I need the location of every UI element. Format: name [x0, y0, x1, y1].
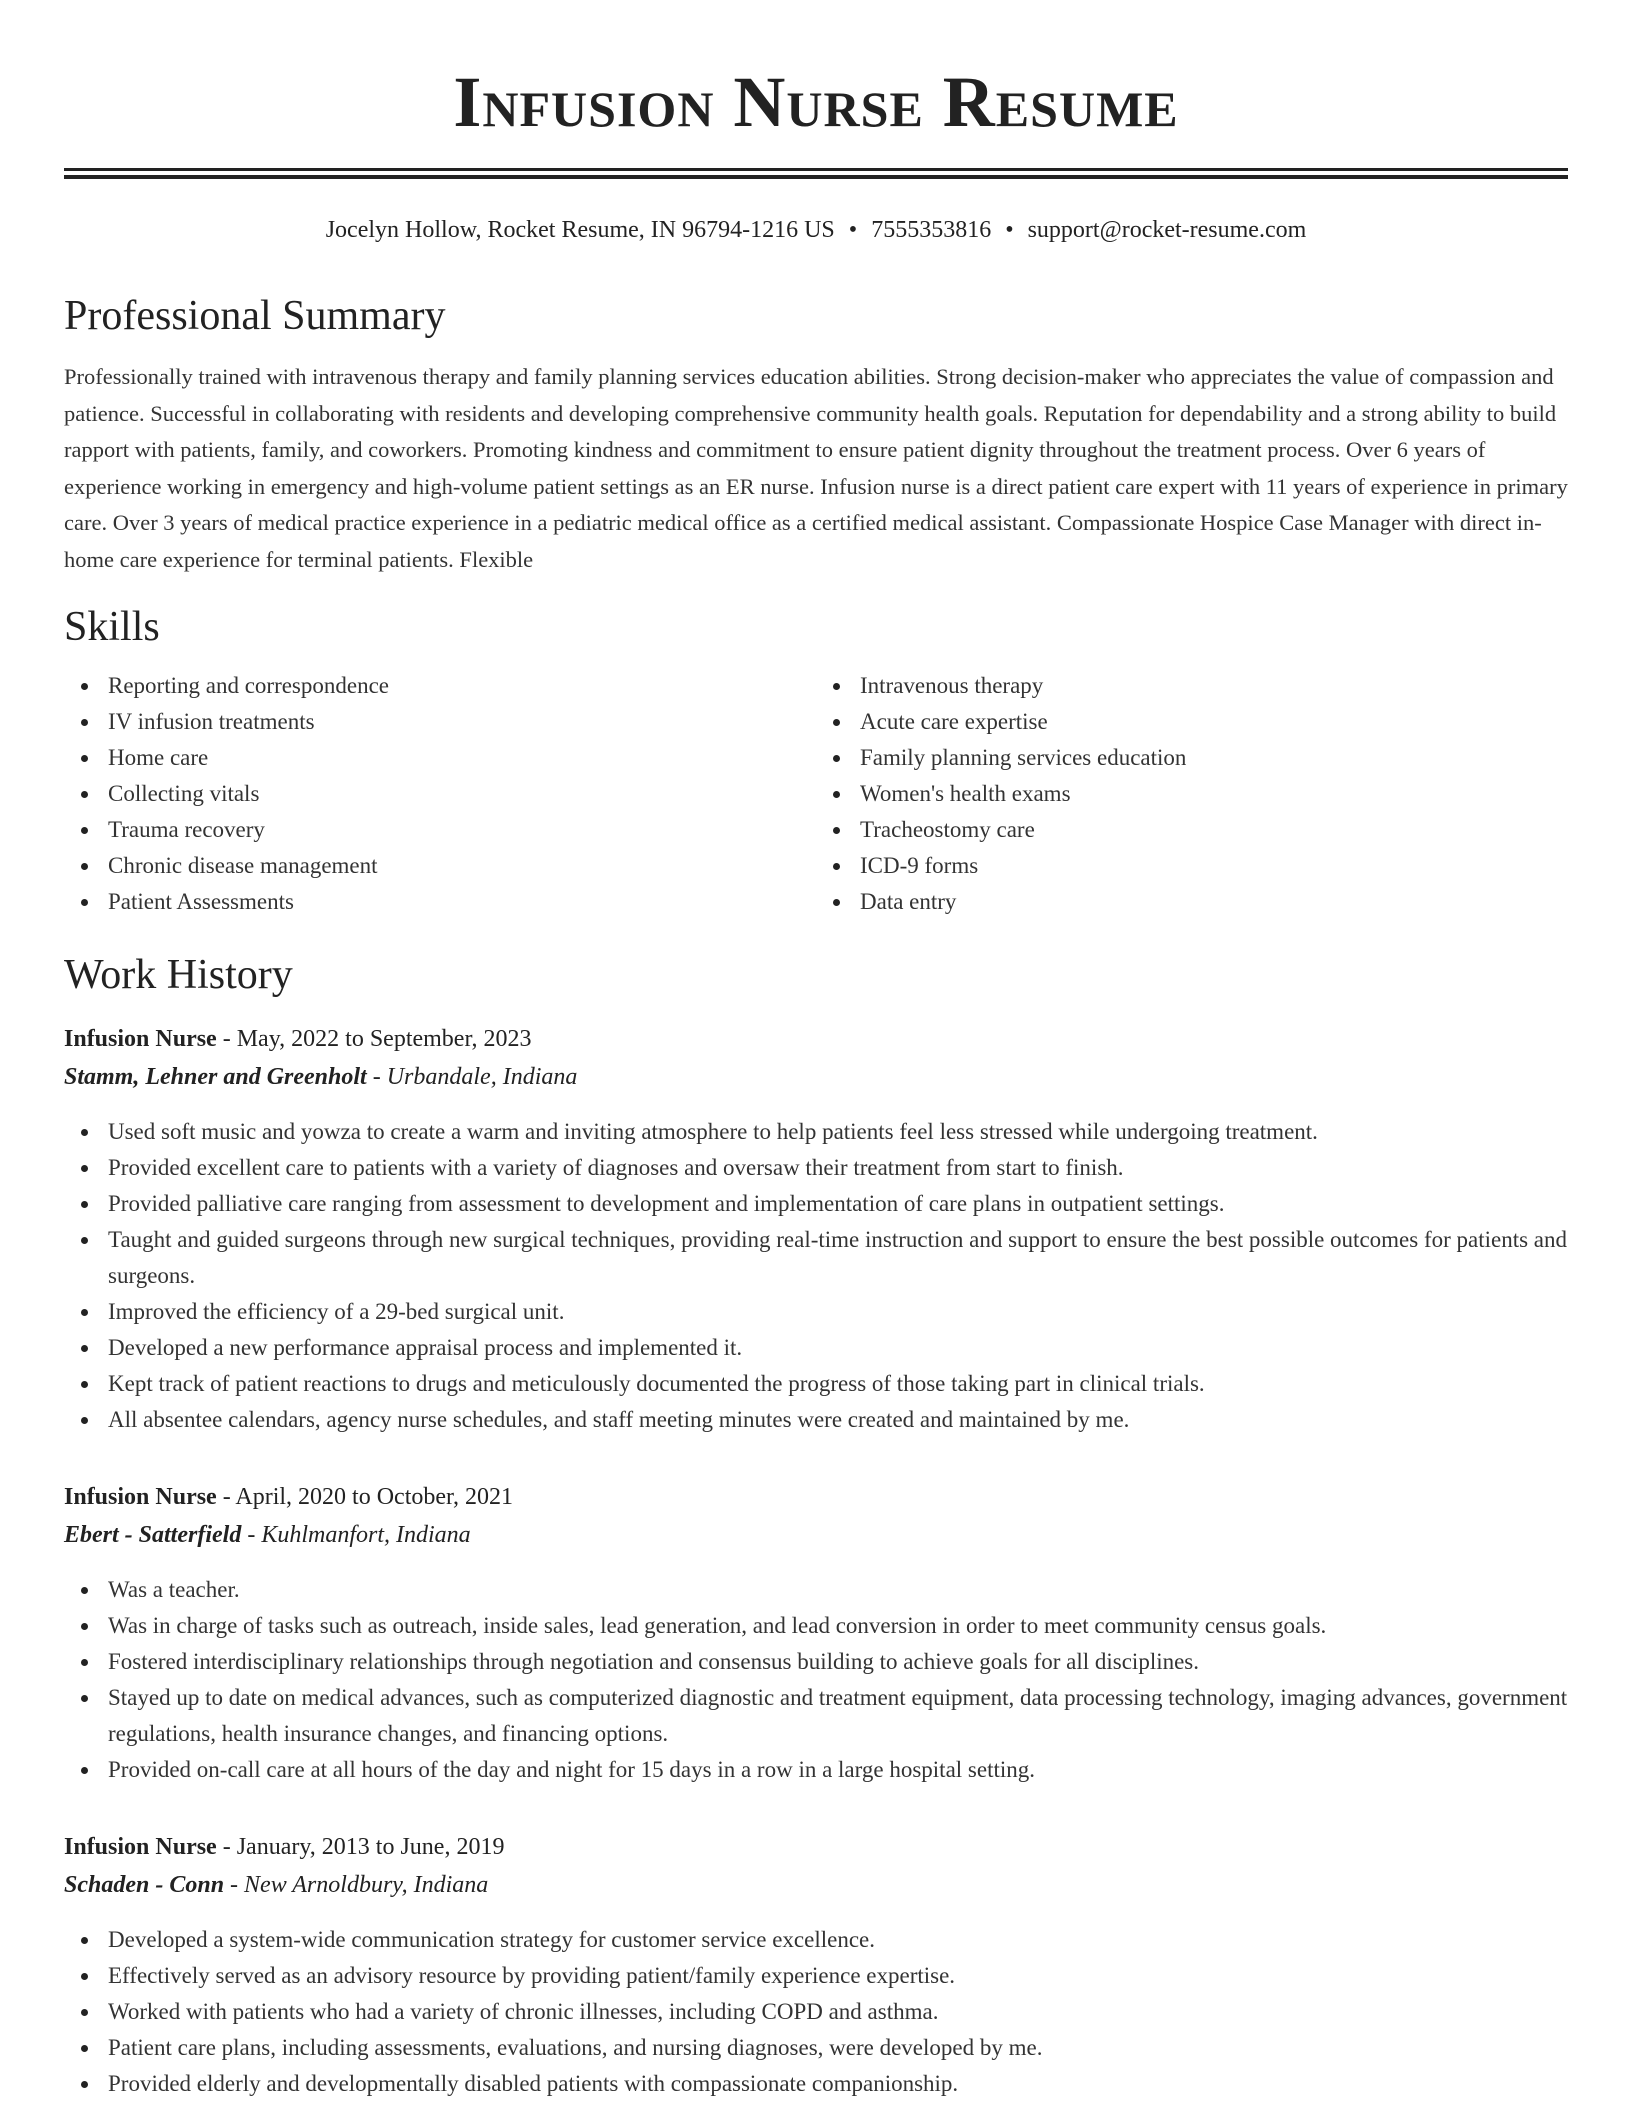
- skill-item: Acute care expertise: [816, 704, 1568, 740]
- skill-item: Patient Assessments: [64, 884, 816, 920]
- job-duty-item: Taught and guided surgeons through new surgical techniques, providing real-time instruction and support to ensure the best possible outcomes for patients and surgeons.: [64, 1222, 1568, 1294]
- job-location: - Urbandale, Indiana: [366, 1064, 578, 1090]
- job-entry: [64, 1478, 1568, 1788]
- contact-separator: •: [848, 217, 858, 243]
- skill-item: Home care: [64, 740, 816, 776]
- work-history-heading: Work History: [64, 952, 293, 998]
- skill-item: Collecting vitals: [64, 776, 816, 812]
- job-duties-list: [64, 1114, 1568, 1438]
- job-role: Infusion Nurse: [64, 1484, 217, 1510]
- job-duty-item: Developed a system-wide communication strategy for customer service excellence.: [64, 1922, 1568, 1958]
- job-title-line: [64, 1828, 1568, 1866]
- job-title-line: [64, 1020, 1568, 1058]
- contact-phone: 7555353816: [871, 217, 992, 243]
- skill-item: Reporting and correspondence: [64, 668, 816, 704]
- skills-list: [64, 668, 1568, 920]
- job-company-line: [64, 1058, 1568, 1096]
- job-duty-item: Used soft music and yowza to create a warm and inviting atmosphere to help patients feel less stressed while undergoing treatment.: [64, 1114, 1568, 1150]
- skill-item: Data entry: [816, 884, 1568, 920]
- job-duty-item: Provided on-call care at all hours of the day and night for 15 days in a row in a large hospital setting.: [64, 1752, 1568, 1788]
- skills-column-right: [816, 668, 1568, 920]
- skill-item: Family planning services education: [816, 740, 1568, 776]
- skill-item: Trauma recovery: [64, 812, 816, 848]
- skill-item: ICD-9 forms: [816, 848, 1568, 884]
- job-duty-item: Effectively served as an advisory resource by providing patient/family experience expertise.: [64, 1958, 1568, 1994]
- summary-heading: Professional Summary: [64, 293, 446, 339]
- job-company-line: [64, 1516, 1568, 1554]
- skill-item: Tracheostomy care: [816, 812, 1568, 848]
- job-duty-item: Provided excellent care to patients with a variety of diagnoses and oversaw their treatment from start to finish.: [64, 1150, 1568, 1186]
- job-duty-item: Was in charge of tasks such as outreach, inside sales, lead generation, and lead conversion in order to meet community census goals.: [64, 1608, 1568, 1644]
- job-entry: [64, 1828, 1568, 2102]
- skills-heading: Skills: [64, 604, 160, 650]
- job-dates: - January, 2013 to June, 2019: [216, 1834, 505, 1860]
- job-company-line: [64, 1866, 1568, 1904]
- contact-email: support@rocket-resume.com: [1027, 217, 1307, 243]
- job-duty-item: All absentee calendars, agency nurse schedules, and staff meeting minutes were created and maintained by me.: [64, 1402, 1568, 1438]
- job-company: Ebert - Satterfield: [64, 1522, 242, 1548]
- work-history-list: [64, 1020, 1568, 2102]
- page-title: Infusion Nurse Resume: [453, 62, 1179, 142]
- job-location: - Kuhlmanfort, Indiana: [241, 1522, 471, 1548]
- job-company: Stamm, Lehner and Greenholt: [64, 1064, 367, 1090]
- skill-item: Intravenous therapy: [816, 668, 1568, 704]
- job-role: Infusion Nurse: [64, 1026, 217, 1052]
- job-title-line: [64, 1478, 1568, 1516]
- job-duty-item: Was a teacher.: [64, 1572, 1568, 1608]
- job-dates: - April, 2020 to October, 2021: [216, 1484, 514, 1510]
- job-duty-item: Worked with patients who had a variety of chronic illnesses, including COPD and asthma.: [64, 1994, 1568, 2030]
- summary-text: Professionally trained with intravenous therapy and family planning services education abilities. Strong decision-maker who appreciates the value of compassion and patience. Successful in collaborating with residents and developing comprehensive community health goals. Reputation for dependability and a strong ability to build rapport with patients, family, and coworkers. Promoting kindness and commitment to ensure patient dignity throughout the treatment process. Over 6 years of experience working in emergency and high-volume patient settings as an ER nurse. Infusion nurse is a direct patient care expert with 11 years of experience in primary care. Over 3 years of medical practice experience in a pediatric medical office as a certified medical assistant. Compassionate Hospice Case Manager with direct in-home care experience for terminal patients. Flexible: [64, 364, 1568, 572]
- skill-item: IV infusion treatments: [64, 704, 816, 740]
- job-duty-item: Provided elderly and developmentally disabled patients with compassionate companionship.: [64, 2066, 1568, 2102]
- job-role: Infusion Nurse: [64, 1834, 217, 1860]
- contact-line: [64, 215, 1568, 245]
- job-entry: [64, 1020, 1568, 1438]
- skill-item: Chronic disease management: [64, 848, 816, 884]
- skills-column-left: [64, 668, 816, 920]
- contact-separator: •: [1005, 217, 1014, 243]
- title-divider: [64, 168, 1568, 179]
- job-duty-item: Patient care plans, including assessments, evaluations, and nursing diagnoses, were developed by me.: [64, 2030, 1568, 2066]
- job-duty-item: Kept track of patient reactions to drugs and meticulously documented the progress of those taking part in clinical trials.: [64, 1366, 1568, 1402]
- job-duties-list: [64, 1572, 1568, 1788]
- job-duty-item: Stayed up to date on medical advances, such as computerized diagnostic and treatment equipment, data processing technology, imaging advances, government regulations, health insurance changes, and financing options.: [64, 1680, 1568, 1752]
- job-dates: - May, 2022 to September, 2023: [216, 1026, 532, 1052]
- job-location: - New Arnoldbury, Indiana: [224, 1872, 489, 1898]
- job-duty-item: Fostered interdisciplinary relationships through negotiation and consensus building to achieve goals for all disciplines.: [64, 1644, 1568, 1680]
- contact-address: Jocelyn Hollow, Rocket Resume, IN 96794-1216 US: [325, 217, 835, 243]
- job-duty-item: Provided palliative care ranging from assessment to development and implementation of care plans in outpatient settings.: [64, 1186, 1568, 1222]
- job-company: Schaden - Conn: [64, 1872, 225, 1898]
- job-duty-item: Improved the efficiency of a 29-bed surgical unit.: [64, 1294, 1568, 1330]
- job-duties-list: [64, 1922, 1568, 2102]
- skill-item: Women's health exams: [816, 776, 1568, 812]
- job-duty-item: Developed a new performance appraisal process and implemented it.: [64, 1330, 1568, 1366]
